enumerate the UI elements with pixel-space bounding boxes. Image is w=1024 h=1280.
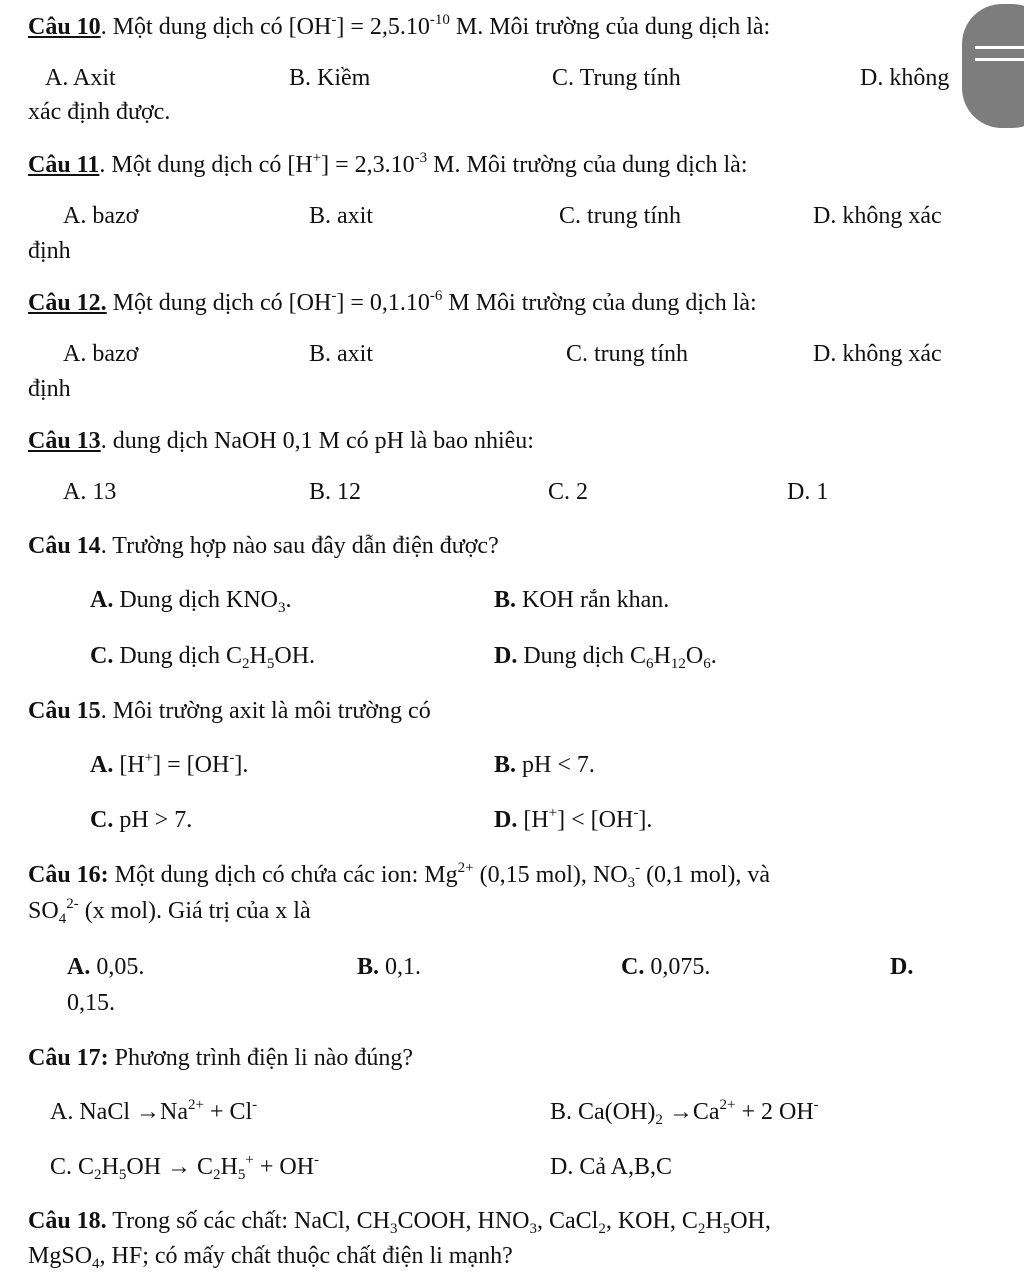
option-b[interactable]: B. $Ca(OH)_2 \to Ca^{2+} + 2$ OH- [550, 1097, 819, 1128]
option-d-continuation: định [28, 376, 71, 402]
option-a[interactable]: A. [H+] = [OH-]. [90, 750, 249, 778]
option-c[interactable]: C. $C_2H_5OH \to C_2H_5^+ + OH^-$ [50, 1152, 320, 1183]
question-16-line-2: $SO_4^{2-}$ (x mol). Giá trị của x là [28, 896, 311, 927]
option-d[interactable]: D. không [860, 65, 950, 91]
question-label: Câu 10 [28, 14, 101, 40]
option-c[interactable]: C. 2 [548, 479, 589, 505]
option-d[interactable]: D. không xác [813, 341, 942, 367]
question-label: Câu 18. [28, 1208, 107, 1234]
question-13: Câu 13. dung dịch NaOH 0,1 M có pH là bao nhiêu: [28, 428, 534, 454]
question-label: Câu 11 [28, 152, 100, 178]
option-c[interactable]: C. 0,075. [621, 954, 711, 980]
question-label: Câu 12. [28, 290, 107, 316]
option-d[interactable]: D. Dung dịch $C_6H_{12}O_6$. [494, 643, 717, 672]
option-d[interactable]: D. 1 [787, 479, 829, 505]
option-d[interactable]: D. [890, 954, 914, 980]
question-15: Câu 15. Môi trường axit là môi trường có [28, 698, 431, 724]
question-label: Câu 16: [28, 862, 109, 888]
option-c[interactable]: C. Dung dịch $C_2H_5OH$. [90, 643, 316, 672]
question-17: Câu 17: Phương trình điện li nào đúng? [28, 1045, 414, 1071]
option-b[interactable]: B. 12 [309, 479, 362, 505]
option-a[interactable]: A. Axit [45, 65, 116, 91]
option-b[interactable]: B. 0,1. [357, 954, 422, 980]
question-label: Câu 13 [28, 428, 101, 454]
option-d[interactable]: D. [H+] < [OH-]. [494, 805, 653, 833]
question-12: Câu 12. Một dung dịch có $[OH^-] = 0,1.10^{-6}$ M Môi trường của dung dịch là: [28, 288, 757, 316]
option-b[interactable]: B. Kiềm [289, 65, 371, 91]
option-a[interactable]: A. bazơ [63, 341, 139, 367]
option-a[interactable]: A. NaCl $\to Na^{2+} + Cl^-$ [50, 1097, 258, 1125]
option-c[interactable]: C. Trung tính [552, 65, 681, 91]
question-18-line-2: MgSO$_4$, HF; có mấy chất thuộc chất điện li mạnh? [28, 1243, 513, 1272]
option-b[interactable]: B. KOH rắn khan. [494, 587, 670, 613]
option-d-continuation: định [28, 238, 71, 264]
option-a[interactable]: A. Dung dịch $KNO_3$. [90, 587, 292, 616]
handle-grip-line [975, 46, 1024, 49]
option-a[interactable]: A. 13 [63, 479, 117, 505]
question-14: Câu 14. Trường hợp nào sau đây dẫn điện được? [28, 533, 499, 559]
option-d-continuation: 0,15. [67, 990, 115, 1016]
option-d-continuation: xác định được. [28, 99, 171, 125]
option-d[interactable]: D. không xác [813, 203, 942, 229]
question-10: Câu 10. Một dung dịch có $[OH^-] = 2,5.10^{-10}$ M. Môi trường của dung dịch là: [28, 12, 771, 40]
scroll-handle[interactable] [962, 4, 1024, 128]
option-a[interactable]: A. 0,05. [67, 954, 145, 980]
handle-grip-line [975, 58, 1024, 61]
option-c[interactable]: C. trung tính [559, 203, 682, 229]
option-b[interactable]: B. axit [309, 341, 373, 367]
option-b[interactable]: B. pH < 7. [494, 752, 595, 778]
option-a[interactable]: A. bazơ [63, 203, 139, 229]
option-d[interactable]: D. Cả A,B,C [550, 1154, 673, 1180]
option-c[interactable]: C. pH > 7. [90, 807, 193, 833]
option-b[interactable]: B. axit [309, 203, 373, 229]
question-label: Câu 17: [28, 1045, 109, 1071]
question-label: Câu 15 [28, 698, 101, 724]
question-label: Câu 14 [28, 533, 101, 559]
question-16: Câu 16: Một dung dịch có chứa các ion: $Mg^{2+}$ (0,15 mol), $NO_3^-$ (0,1 mol), và [28, 860, 771, 891]
option-c[interactable]: C. trung tính [566, 341, 689, 367]
question-18: Câu 18. Trong số các chất: NaCl, $CH_3COOH$, $HNO_3$, CaCl$_2$, KOH, $C_2H_5OH$, [28, 1208, 771, 1237]
question-11: Câu 11. Một dung dịch có $[H^+] = 2,3.10^{-3}$ M. Môi trường của dung dịch là: [28, 150, 748, 178]
